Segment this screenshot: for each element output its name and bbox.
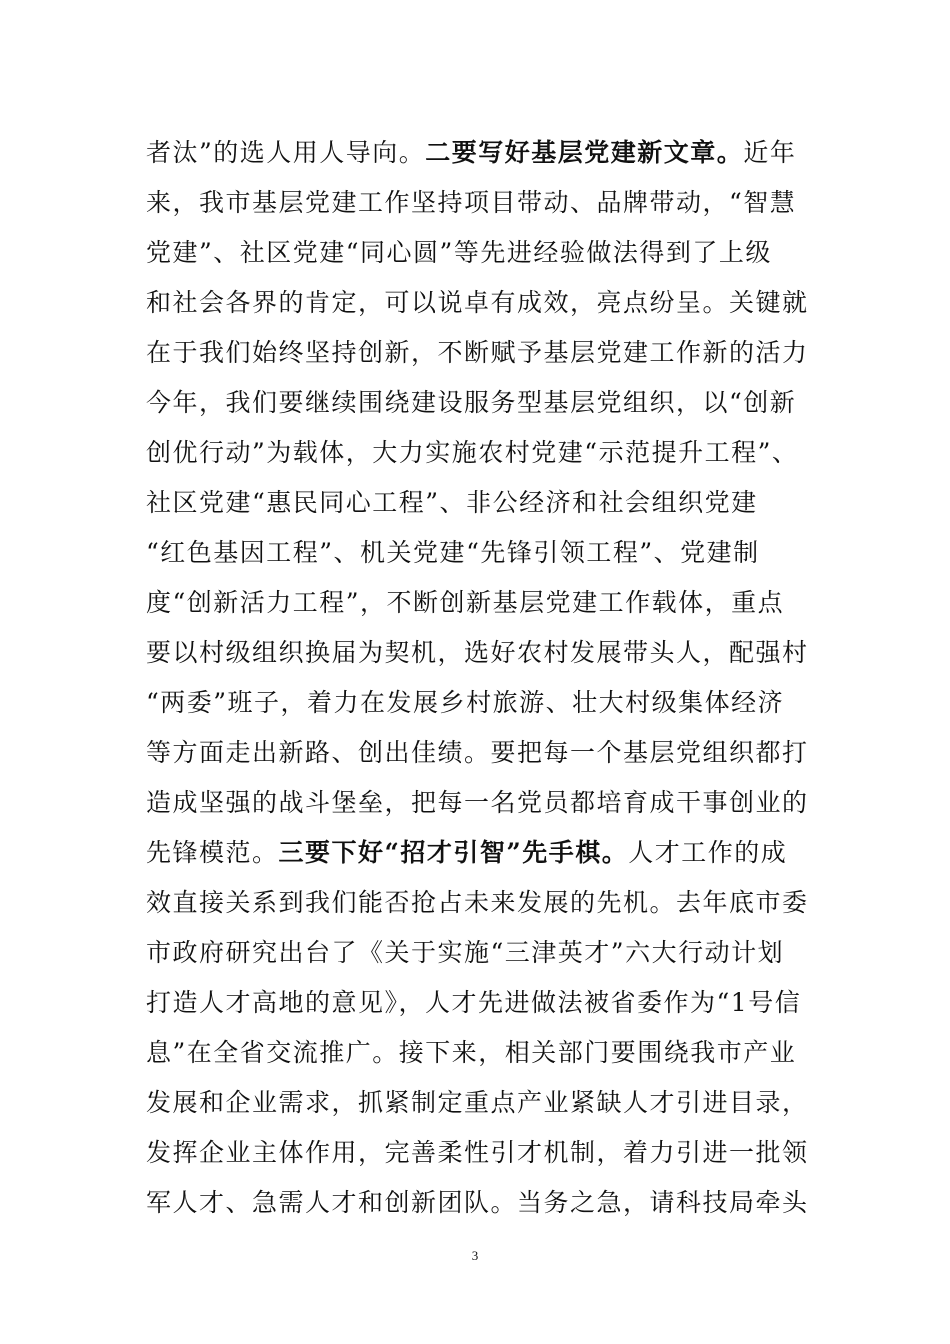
text-line	[146, 828, 836, 878]
text-line	[146, 128, 836, 178]
text-line: 要以村级组织换届为契机，选好农村发展带头人，配强村	[146, 638, 809, 667]
text-line: 创优行动”为载体，大力实施农村党建“示范提升工程”、	[146, 438, 799, 467]
text-line: 打造人才高地的意见》，人才先进做法被省委作为“1号信	[146, 988, 802, 1017]
text-line: 发挥企业主体作用，完善柔性引才机制，着力引进一批领	[146, 1138, 809, 1167]
text-line: 度“创新活力工程”，不断创新基层党建工作载体，重点	[146, 588, 785, 617]
text-line: 党建”、社区党建“同心圆”等先进经验做法得到了上级	[146, 238, 772, 267]
text-line: 来，我市基层党建工作坚持项目带动、品牌带动，“智慧	[146, 188, 797, 217]
text-run: 近年	[743, 138, 797, 167]
text-line: 效直接关系到我们能否抢占未来发展的先机。去年底市委	[146, 888, 809, 917]
text-run: 先锋模范。	[146, 838, 279, 867]
text-line: 社区党建“惠民同心工程”、非公经济和社会组织党建	[146, 488, 758, 517]
text-line: 造成坚强的战斗堡垒，把每一名党员都培育成干事创业的	[146, 788, 809, 817]
text-line: 在于我们始终坚持创新，不断赋予基层党建工作新的活力	[146, 338, 809, 367]
text-line: 市政府研究出台了《关于实施“三津英才”六大行动计划	[146, 938, 785, 967]
body-text	[146, 128, 836, 1228]
text-line: 息”在全省交流推广。接下来，相关部门要围绕我市产业	[146, 1038, 797, 1067]
bold-heading-run: 二要写好基层党建新文章。	[425, 138, 744, 167]
text-line: 发展和企业需求，抓紧制定重点产业紧缺人才引进目录，	[146, 1088, 809, 1117]
text-line: “两委”班子，着力在发展乡村旅游、壮大村级集体经济	[146, 688, 785, 717]
text-line: 军人才、急需人才和创新团队。当务之急，请科技局牵头	[146, 1188, 809, 1217]
text-line: “红色基因工程”、机关党建“先锋引领工程”、党建制	[146, 538, 760, 567]
text-line: 等方面走出新路、创出佳绩。要把每一个基层党组织都打	[146, 738, 809, 767]
text-line: 今年，我们要继续围绕建设服务型基层党组织，以“创新	[146, 388, 797, 417]
text-line: 和社会各界的肯定，可以说卓有成效，亮点纷呈。关键就	[146, 288, 809, 317]
bold-heading-run: 三要下好“招才引智”先手棋。	[278, 838, 629, 867]
page-number: 3	[471, 1248, 479, 1263]
text-run: 者汰”的选人用人导向。	[146, 138, 426, 167]
text-run: 人才工作的成	[628, 838, 788, 867]
